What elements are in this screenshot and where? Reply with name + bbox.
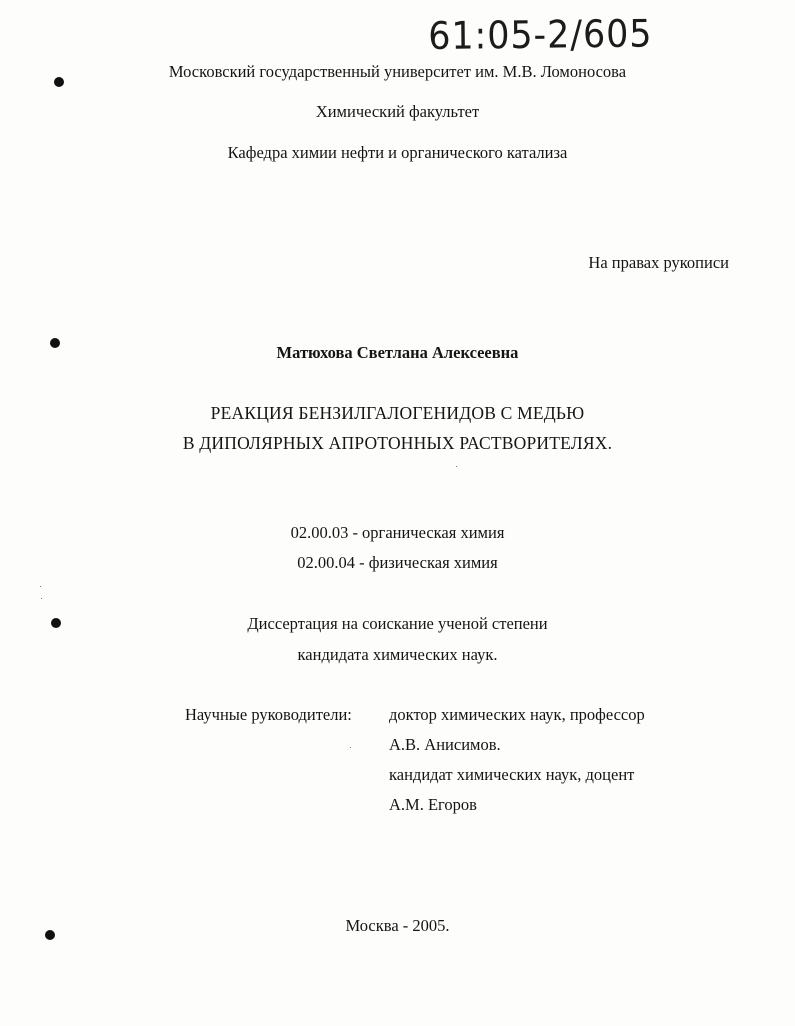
author-name: Матюхова Светлана Алексеевна [276,343,519,362]
scan-speck [40,586,41,587]
university-name: Московский государственный университет им. М.В. Ломоносова [168,62,627,81]
handwritten-archive-number: 61:05-2/605 [428,11,653,58]
supervisors-label: Научные руководители: [185,705,352,724]
scan-speck [456,466,457,467]
thesis-title-line-2: В ДИПОЛЯРНЫХ АПРОТОННЫХ РАСТВОРИТЕЛЯХ. [182,433,613,453]
department-name: Кафедра химии нефти и органического катализа [227,143,568,162]
degree-line-2: кандидата химических наук. [297,645,498,664]
supervisor-2-title: кандидат химических наук, доцент [389,765,635,784]
degree-line-1: Диссертация на соискание ученой степени [247,614,548,633]
specialty-organic-chemistry: 02.00.03 - органическая химия [290,523,505,542]
specialty-physical-chemistry: 02.00.04 - физическая химия [297,553,498,572]
supervisor-1-name: А.В. Анисимов. [389,735,501,754]
manuscript-rights-note: На правах рукописи [588,253,729,272]
scan-speck [41,598,42,599]
faculty-name: Химический факультет [315,102,480,121]
thesis-title-line-1: РЕАКЦИЯ БЕНЗИЛГАЛОГЕНИДОВ С МЕДЬЮ [210,403,585,423]
city-year: Москва - 2005. [345,916,450,935]
supervisor-1-title: доктор химических наук, профессор [389,705,645,724]
scan-speck [350,747,351,748]
supervisor-2-name: А.М. Егоров [389,795,477,814]
